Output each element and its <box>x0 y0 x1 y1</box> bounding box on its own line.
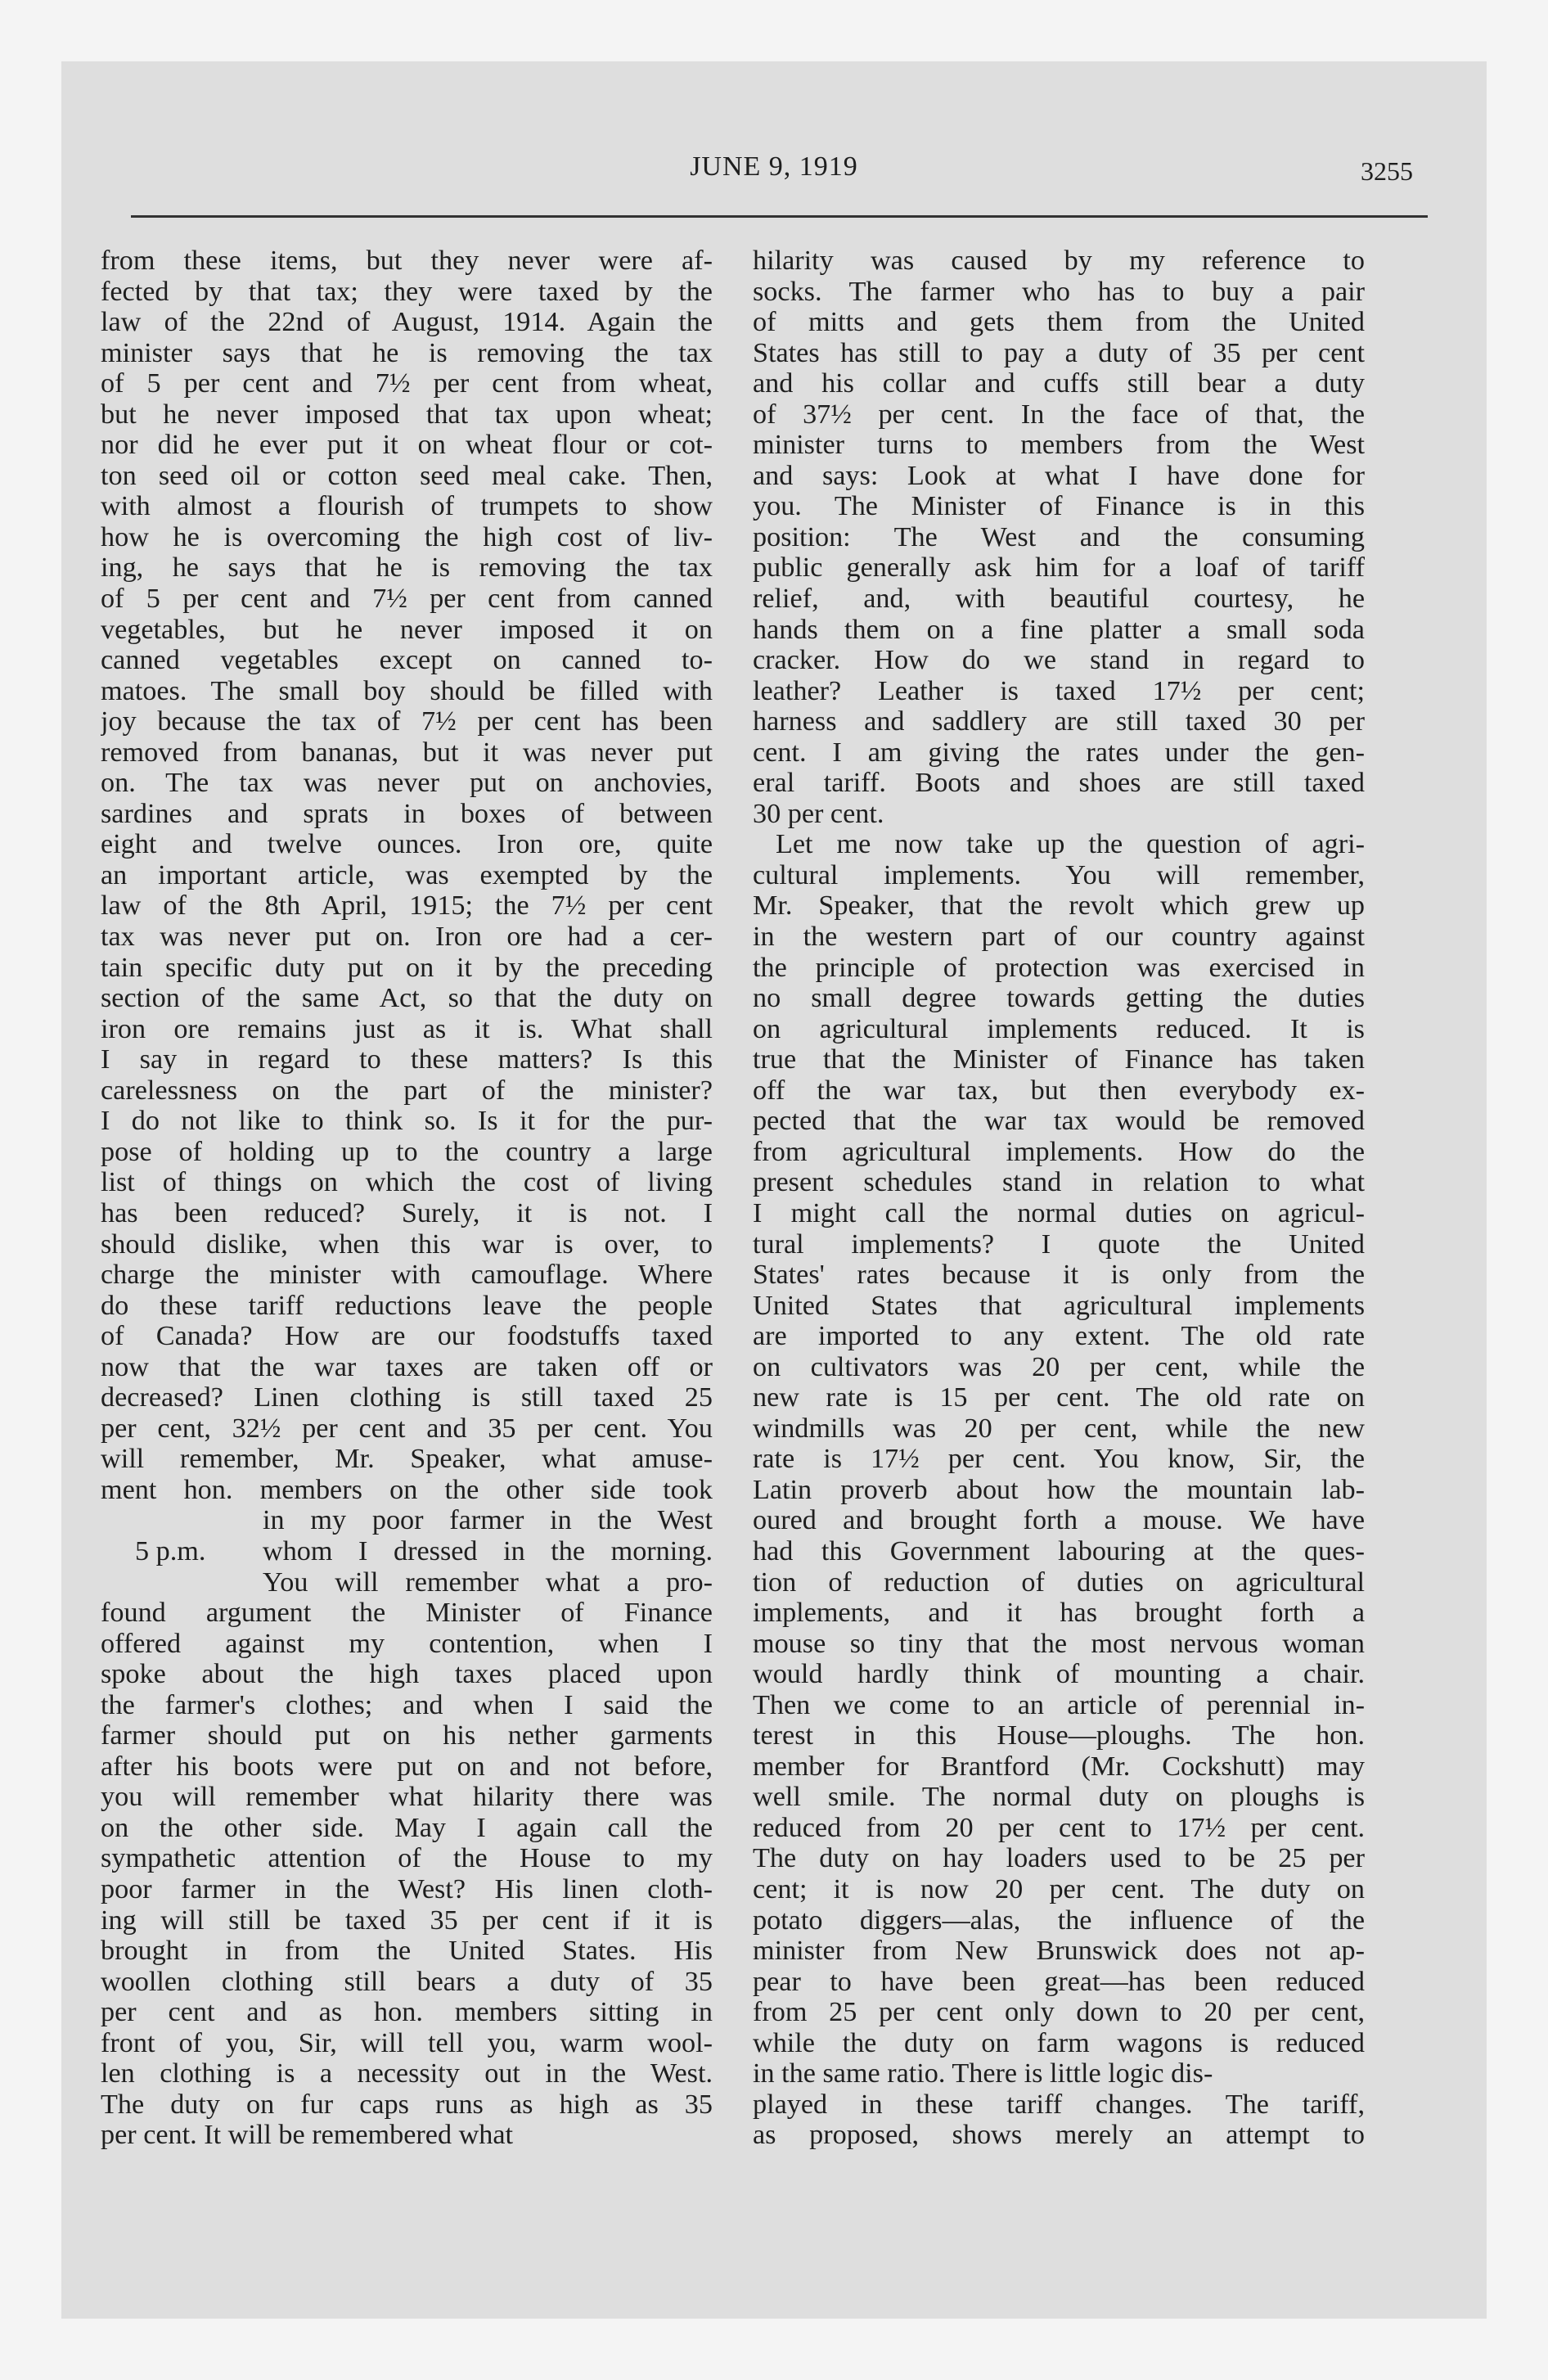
right-column-line: no small degree towards getting the duties <box>753 983 1365 1014</box>
line-text: whom I dressed in the morning. <box>263 1535 713 1566</box>
left-column-line: will remember, Mr. Speaker, what amuse- <box>101 1444 713 1475</box>
right-column-line: of 37½ per cent. In the face of that, the <box>753 399 1365 430</box>
left-column-line: The duty on fur caps runs as high as 35 <box>101 2089 713 2120</box>
right-column-line: true that the Minister of Finance has taken <box>753 1044 1365 1075</box>
left-column-line: on. The tax was never put on anchovies, <box>101 768 713 799</box>
left-column-line: ing will still be taxed 35 per cent if it is <box>101 1904 713 1936</box>
right-column-line: public generally ask him for a loaf of tariff <box>753 552 1365 584</box>
right-column-line: pear to have been great—has been reduced <box>753 1966 1365 1997</box>
right-column-line: on cultivators was 20 per cent, while the <box>753 1351 1365 1382</box>
left-column-line: I do not like to think so. Is it for the pur- <box>101 1106 713 1137</box>
left-column-line: how he is overcoming the high cost of liv- <box>101 521 713 552</box>
left-column-line: front of you, Sir, will tell you, warm wool- <box>101 2027 713 2058</box>
right-column-line: on agricultural implements reduced. It is <box>753 1013 1365 1044</box>
right-column-line: I might call the normal duties on agricul- <box>753 1197 1365 1228</box>
right-column-line: from agricultural implements. How do the <box>753 1136 1365 1167</box>
left-column-line: carelessness on the part of the minister? <box>101 1075 713 1106</box>
left-column-line: tain specific duty put on it by the preceding <box>101 952 713 983</box>
left-column-line: ton seed oil or cotton seed meal cake. Then, <box>101 460 713 491</box>
left-column <box>101 246 713 2151</box>
right-column-line: tural implements? I quote the United <box>753 1228 1365 1260</box>
left-column-line: ment hon. members on the other side took <box>101 1474 713 1505</box>
right-column-line: played in these tariff changes. The tariff, <box>753 2089 1365 2120</box>
right-column-line: tion of reduction of duties on agricultural <box>753 1566 1365 1598</box>
left-column-line: after his boots were put on and not before, <box>101 1751 713 1782</box>
right-column-line: you. The Minister of Finance is in this <box>753 491 1365 522</box>
left-column-line <box>101 1536 713 1567</box>
left-column-line: spoke about the high taxes placed upon <box>101 1659 713 1690</box>
left-column-line: brought in from the United States. His <box>101 1936 713 1967</box>
right-column-line: in the western part of our country against <box>753 922 1365 953</box>
left-column-line: per cent and as hon. members sitting in <box>101 1997 713 2028</box>
right-column-line: cent. I am giving the rates under the gen- <box>753 737 1365 768</box>
header-rule <box>131 215 1428 218</box>
left-column-line: charge the minister with camouflage. Where <box>101 1260 713 1291</box>
left-column-line: with almost a flourish of trumpets to show <box>101 491 713 522</box>
right-column-line: pected that the war tax would be removed <box>753 1106 1365 1137</box>
right-column-line: leather? Leather is taxed 17½ per cent; <box>753 675 1365 706</box>
left-column-line: section of the same Act, so that the duty on <box>101 983 713 1014</box>
left-column-line: minister says that he is removing the tax <box>101 337 713 368</box>
right-column-line: from 25 per cent only down to 20 per cent, <box>753 1997 1365 2028</box>
right-column-line: position: The West and the consuming <box>753 521 1365 552</box>
right-column-line: in the same ratio. There is little logic dis- <box>753 2058 1213 2089</box>
left-column-line: has been reduced? Surely, it is not. I <box>101 1197 713 1228</box>
right-column-line: Latin proverb about how the mountain lab- <box>753 1474 1365 1505</box>
right-column-line: while the duty on farm wagons is reduced <box>753 2027 1365 2058</box>
right-column-line: 30 per cent. <box>753 798 884 829</box>
left-column-line: on the other side. May I again call the <box>101 1812 713 1843</box>
left-column-line: law of the 22nd of August, 1914. Again the <box>101 307 713 338</box>
left-column-line: ing, he says that he is removing the tax <box>101 552 713 584</box>
right-column-line: present schedules stand in relation to what <box>753 1167 1365 1198</box>
right-column-line: States has still to pay a duty of 35 per cent <box>753 337 1365 368</box>
left-column-line: matoes. The small boy should be filled with <box>101 675 713 706</box>
right-column-line: implements, and it has brought forth a <box>753 1598 1365 1629</box>
left-column-line: len clothing is a necessity out in the West. <box>101 2058 713 2089</box>
right-column-line: Then we come to an article of perennial in- <box>753 1689 1365 1720</box>
page-number: 3255 <box>1361 156 1413 186</box>
left-column-line: per cent. It will be remembered what <box>101 2120 514 2151</box>
right-column-line: harness and saddlery are still taxed 30 per <box>753 706 1365 737</box>
left-column-line: you will remember what hilarity there was <box>101 1782 713 1813</box>
left-column-line: removed from bananas, but it was never put <box>101 737 713 768</box>
right-column-line: had this Government labouring at the ques- <box>753 1535 1365 1566</box>
right-column-line: cent; it is now 20 per cent. The duty on <box>753 1873 1365 1904</box>
left-column-line: pose of holding up to the country a large <box>101 1136 713 1167</box>
right-column-line: minister turns to members from the West <box>753 430 1365 461</box>
left-column-line: tax was never put on. Iron ore had a cer- <box>101 922 713 953</box>
time-margin-note: 5 p.m. <box>135 1535 206 1566</box>
left-column-line: canned vegetables except on canned to- <box>101 645 713 676</box>
hansard-page <box>61 61 1487 2319</box>
left-column-line: eight and twelve ounces. Iron ore, quite <box>101 829 713 860</box>
left-column-line: per cent, 32½ per cent and 35 per cent. You <box>101 1413 713 1444</box>
right-column-line: windmills was 20 per cent, while the new <box>753 1413 1365 1444</box>
right-column-line: cultural implements. You will remember, <box>753 859 1365 890</box>
left-column-line: iron ore remains just as it is. What shall <box>101 1013 713 1044</box>
right-column-line: eral tariff. Boots and shoes are still taxed <box>753 768 1365 799</box>
page-header <box>61 151 1487 192</box>
left-column-line: vegetables, but he never imposed it on <box>101 614 713 645</box>
right-column-line: rate is 17½ per cent. You know, Sir, the <box>753 1444 1365 1475</box>
right-column-line: of mitts and gets them from the United <box>753 307 1365 338</box>
right-column-line: new rate is 15 per cent. The old rate on <box>753 1382 1365 1413</box>
right-column-line: well smile. The normal duty on ploughs is <box>753 1782 1365 1813</box>
page-date: JUNE 9, 1919 <box>690 151 858 182</box>
left-column-line: the farmer's clothes; and when I said the <box>101 1689 713 1720</box>
left-column-line: of 5 per cent and 7½ per cent from canned <box>101 584 713 615</box>
right-column-line: States' rates because it is only from the <box>753 1260 1365 1291</box>
left-column-line: sympathetic attention of the House to my <box>101 1843 713 1874</box>
right-column-line: off the war tax, but then everybody ex- <box>753 1075 1365 1106</box>
right-column-line: Let me now take up the question of agri- <box>776 829 1365 860</box>
left-column-line: found argument the Minister of Finance <box>101 1598 713 1629</box>
left-column-line: nor did he ever put it on wheat flour or cot- <box>101 430 713 461</box>
left-column-line: poor farmer in the West? His linen cloth- <box>101 1873 713 1904</box>
right-column-line: terest in this House—ploughs. The hon. <box>753 1720 1365 1751</box>
left-column-line: offered against my contention, when I <box>101 1628 713 1659</box>
left-column-line: You will remember what a pro- <box>263 1566 713 1598</box>
left-column-line: law of the 8th April, 1915; the 7½ per cent <box>101 890 713 922</box>
right-column-line: minister from New Brunswick does not ap- <box>753 1936 1365 1967</box>
right-column-line: cracker. How do we stand in regard to <box>753 645 1365 676</box>
left-column-line: decreased? Linen clothing is still taxed 25 <box>101 1382 713 1413</box>
right-column-line: as proposed, shows merely an attempt to <box>753 2120 1365 2151</box>
right-column-line: the principle of protection was exercised in <box>753 952 1365 983</box>
left-column-line: list of things on which the cost of living <box>101 1167 713 1198</box>
right-column-line: The duty on hay loaders used to be 25 per <box>753 1843 1365 1874</box>
left-column-line: joy because the tax of 7½ per cent has been <box>101 706 713 737</box>
right-column-line: mouse so tiny that the most nervous woman <box>753 1628 1365 1659</box>
right-column-line: hands them on a fine platter a small soda <box>753 614 1365 645</box>
right-column-line: oured and brought forth a mouse. We have <box>753 1505 1365 1536</box>
right-column-line: Mr. Speaker, that the revolt which grew up <box>753 890 1365 922</box>
left-column-line: of Canada? How are our foodstuffs taxed <box>101 1321 713 1352</box>
right-column <box>753 246 1365 2151</box>
right-column-line: reduced from 20 per cent to 17½ per cent. <box>753 1812 1365 1843</box>
right-column-line: are imported to any extent. The old rate <box>753 1321 1365 1352</box>
left-column-line: but he never imposed that tax upon wheat; <box>101 399 713 430</box>
left-column-line: of 5 per cent and 7½ per cent from wheat, <box>101 368 713 399</box>
left-column-line: in my poor farmer in the West <box>263 1505 713 1536</box>
right-column-line: hilarity was caused by my reference to <box>753 246 1365 276</box>
right-column-line: would hardly think of mounting a chair. <box>753 1659 1365 1690</box>
right-column-line: socks. The farmer who has to buy a pair <box>753 276 1365 307</box>
left-column-line: farmer should put on his nether garments <box>101 1720 713 1751</box>
left-column-line: from these items, but they never were af- <box>101 246 713 276</box>
left-column-line: do these tariff reductions leave the people <box>101 1290 713 1321</box>
right-column-line: and says: Look at what I have done for <box>753 460 1365 491</box>
left-column-line: fected by that tax; they were taxed by the <box>101 276 713 307</box>
left-column-line: woollen clothing still bears a duty of 35 <box>101 1966 713 1997</box>
left-column-line: I say in regard to these matters? Is this <box>101 1044 713 1075</box>
left-column-line: sardines and sprats in boxes of between <box>101 798 713 829</box>
right-column-line: and his collar and cuffs still bear a duty <box>753 368 1365 399</box>
right-column-line: potato diggers—alas, the influence of the <box>753 1904 1365 1936</box>
left-column-line: should dislike, when this war is over, to <box>101 1228 713 1260</box>
left-column-line: now that the war taxes are taken off or <box>101 1351 713 1382</box>
right-column-line: relief, and, with beautiful courtesy, he <box>753 584 1365 615</box>
right-column-line: United States that agricultural implements <box>753 1290 1365 1321</box>
left-column-line: an important article, was exempted by the <box>101 859 713 890</box>
right-column-line: member for Brantford (Mr. Cockshutt) may <box>753 1751 1365 1782</box>
